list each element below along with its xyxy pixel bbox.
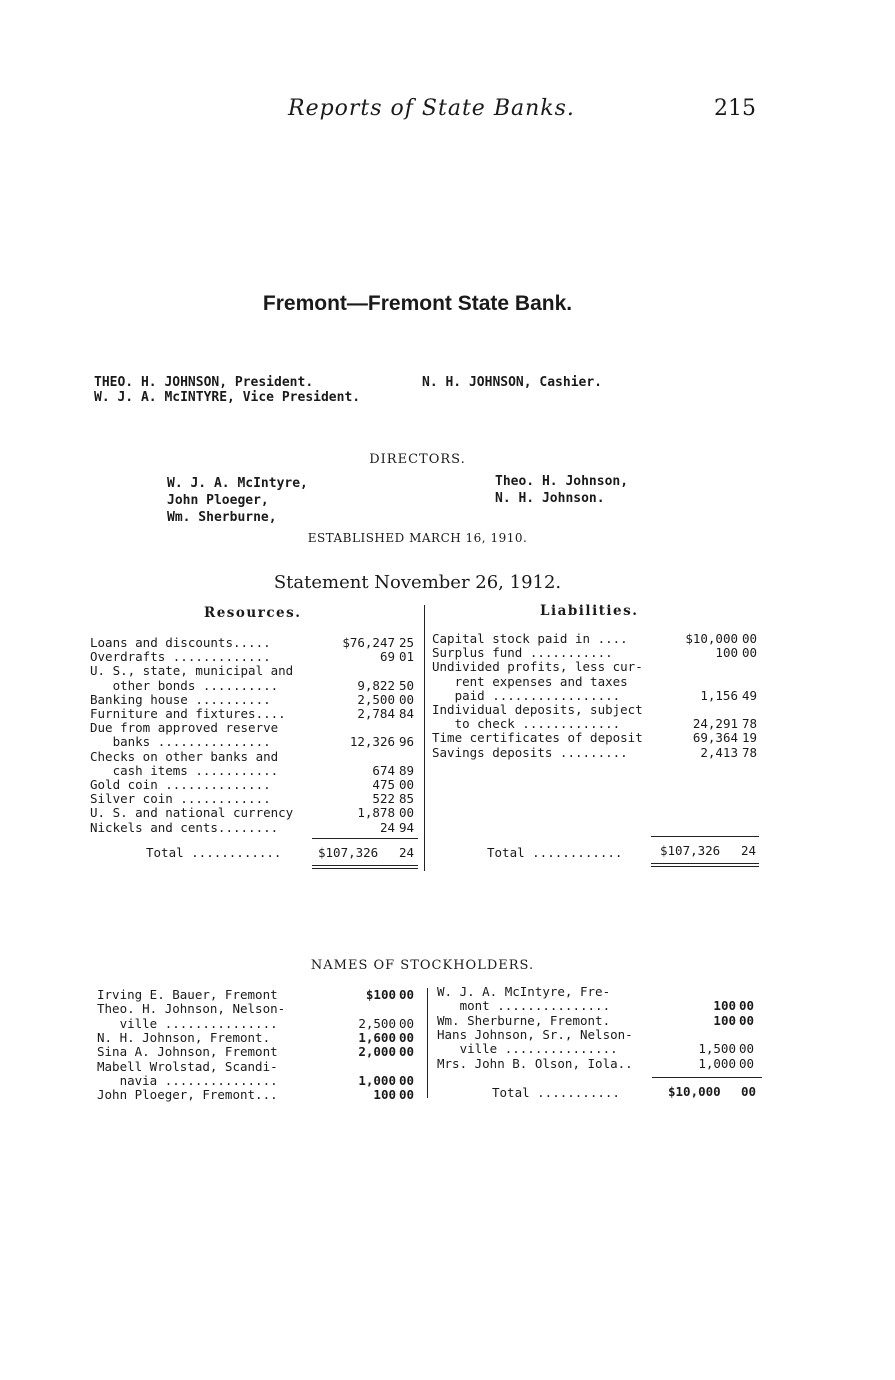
table-row <box>432 717 762 731</box>
table-row <box>90 721 420 735</box>
row-cents: 78 <box>742 716 758 732</box>
row-label: Capital stock paid in .... <box>432 631 628 646</box>
row-dollars: 69 <box>379 649 395 665</box>
stockholder-cents: 00 <box>739 1041 755 1057</box>
list-item <box>97 1031 422 1045</box>
table-row <box>432 689 762 703</box>
table-row <box>432 703 762 717</box>
row-cents: 00 <box>399 777 415 792</box>
stockholder-dollars: 1,600 <box>358 1029 396 1045</box>
liabilities-double-rule <box>651 866 759 867</box>
table-row <box>90 821 420 835</box>
table-row <box>90 764 420 778</box>
row-label: banks ............... <box>90 734 271 750</box>
stockholder-name: Wm. Sherburne, Fremont. <box>437 1012 611 1028</box>
row-label: Silver coin ............ <box>90 791 271 807</box>
resources-heading: Resources. <box>204 605 302 621</box>
stockholder-dollars: 2,000 <box>358 1044 396 1060</box>
resources-double-rule <box>312 868 418 869</box>
table-row <box>432 632 762 646</box>
resources-total-dollars: $107,326 <box>318 845 379 860</box>
stockholder-dollars: 1,000 <box>358 1072 396 1088</box>
stockholder-cents: 00 <box>739 998 755 1014</box>
list-item <box>437 999 762 1013</box>
stockholder-cents: 00 <box>739 1012 755 1028</box>
row-label: paid ................. <box>432 687 621 703</box>
row-dollars: 100 <box>715 645 738 661</box>
stockholder-name: ville ............... <box>97 1015 278 1031</box>
row-cents: 89 <box>399 762 415 778</box>
liabilities-total-rule <box>651 836 759 837</box>
row-label: Individual deposits, subject <box>432 702 643 717</box>
page-number: 215 <box>714 96 756 121</box>
stockholder-cents: 00 <box>399 1015 415 1031</box>
row-cents: 94 <box>399 819 415 835</box>
liabilities-total-label: Total ............ <box>487 845 623 860</box>
table-row <box>90 792 420 806</box>
directors-heading: DIRECTORS. <box>369 452 466 467</box>
stockholder-dollars: 100 <box>713 1012 736 1028</box>
table-row <box>90 664 420 678</box>
row-label: Checks on other banks and <box>90 748 279 764</box>
row-cents: 00 <box>742 631 758 646</box>
table-row <box>432 660 762 674</box>
table-row <box>90 693 420 707</box>
row-label: cash items ........... <box>90 762 279 778</box>
stockholder-cents: 00 <box>399 1087 415 1103</box>
stockholder-cents: 00 <box>399 1044 415 1060</box>
resources-total-cents: 24 <box>399 845 415 860</box>
row-dollars: 1,156 <box>700 687 738 703</box>
row-dollars: 2,500 <box>357 691 395 707</box>
resources-double-rule <box>312 865 418 866</box>
stockholder-name: N. H. Johnson, Fremont. <box>97 1029 271 1045</box>
stockholders-divider <box>427 988 428 1098</box>
row-dollars: 1,878 <box>357 805 395 821</box>
row-cents: 78 <box>742 744 758 760</box>
stockholder-name: Sina A. Johnson, Fremont <box>97 1044 278 1060</box>
list-item <box>97 1060 422 1074</box>
row-label: Time certificates of deposit <box>432 730 643 746</box>
table-row <box>432 731 762 745</box>
stockholders-total-label: Total ........... <box>492 1085 620 1100</box>
directors-right-list <box>495 473 628 507</box>
stockholder-dollars: $100 <box>365 987 396 1002</box>
list-item <box>97 988 422 1002</box>
row-dollars: 475 <box>372 777 395 792</box>
director-name: W. J. A. McIntyre, <box>167 476 308 491</box>
stockholder-dollars: 100 <box>373 1087 396 1103</box>
row-label: Furniture and fixtures.... <box>90 706 286 721</box>
row-dollars: 24 <box>379 819 395 835</box>
officer-cashier: N. H. JOHNSON, Cashier. <box>422 375 603 390</box>
row-label: Banking house .......... <box>90 691 271 707</box>
row-cents: 00 <box>399 805 415 821</box>
row-dollars: 522 <box>372 791 395 807</box>
table-row <box>90 806 420 820</box>
row-label: rent expenses and taxes <box>432 673 628 689</box>
stockholders-total-dollars: $10,000 <box>668 1084 721 1099</box>
resources-total-rule <box>312 838 418 839</box>
director-name: Wm. Sherburne, <box>167 510 277 525</box>
stockholder-name: Mrs. John B. Olson, Iola.. <box>437 1055 633 1071</box>
stockholder-dollars: 2,500 <box>358 1015 396 1031</box>
stockholder-name: mont ............... <box>437 998 611 1014</box>
directors-left-list <box>167 475 308 526</box>
liabilities-heading: Liabilities. <box>540 603 639 619</box>
row-dollars: 2,784 <box>357 706 395 721</box>
stockholders-total-rule <box>652 1077 762 1078</box>
liabilities-total-dollars: $107,326 <box>660 843 721 858</box>
stockholder-dollars: 100 <box>713 998 736 1014</box>
liabilities-double-rule <box>651 863 759 864</box>
row-label: Nickels and cents........ <box>90 819 279 835</box>
officer-vice-president: W. J. A. McINTYRE, Vice President. <box>94 390 361 405</box>
row-cents: 50 <box>399 677 415 693</box>
row-cents: 25 <box>399 635 415 650</box>
stockholders-total-cents: 00 <box>741 1084 757 1099</box>
row-label: to check ............. <box>432 716 621 732</box>
row-cents: 00 <box>742 645 758 661</box>
row-dollars: 24,291 <box>692 716 738 732</box>
stockholder-name: Theo. H. Johnson, Nelson- <box>97 1001 286 1017</box>
row-label: Savings deposits ......... <box>432 744 628 760</box>
list-item <box>437 1028 762 1042</box>
director-name: John Ploeger, <box>167 493 269 508</box>
column-divider <box>424 605 425 871</box>
table-row <box>90 750 420 764</box>
table-row <box>90 650 420 664</box>
row-dollars: 2,413 <box>700 744 738 760</box>
liabilities-total-cents: 24 <box>741 843 757 858</box>
row-cents: 96 <box>399 734 415 750</box>
stockholder-cents: 00 <box>739 1055 755 1071</box>
officer-president: THEO. H. JOHNSON, President. <box>94 375 314 390</box>
row-dollars: $10,000 <box>685 631 738 646</box>
stockholder-name: Hans Johnson, Sr., Nelson- <box>437 1026 633 1042</box>
stockholder-name: Irving E. Bauer, Fremont <box>97 987 278 1002</box>
list-item <box>97 1088 422 1102</box>
director-name: N. H. Johnson. <box>495 491 605 506</box>
table-row <box>432 646 762 660</box>
list-item <box>97 1074 422 1088</box>
stockholder-name: Mabell Wrolstad, Scandi- <box>97 1058 278 1074</box>
stockholder-dollars: 1,000 <box>698 1055 736 1071</box>
row-dollars: 69,364 <box>692 730 738 746</box>
stockholder-dollars: 1,500 <box>698 1041 736 1057</box>
stockholder-cents: 00 <box>399 1029 415 1045</box>
table-row <box>90 735 420 749</box>
row-label: Loans and discounts..... <box>90 635 271 650</box>
row-label: Gold coin .............. <box>90 777 271 792</box>
table-row <box>90 778 420 792</box>
row-dollars: $76,247 <box>342 635 395 650</box>
row-dollars: 12,326 <box>349 734 395 750</box>
list-item <box>97 1002 422 1016</box>
stockholder-cents: 00 <box>399 987 415 1002</box>
row-cents: 49 <box>742 687 758 703</box>
row-label: Undivided profits, less cur- <box>432 659 643 675</box>
list-item <box>437 1057 762 1071</box>
statement-title: Statement November 26, 1912. <box>273 572 562 593</box>
table-row <box>90 679 420 693</box>
row-label: U. S., state, municipal and <box>90 663 294 679</box>
row-label: Due from approved reserve <box>90 720 279 736</box>
row-dollars: 9,822 <box>357 677 395 693</box>
running-title: Reports of State Banks. <box>288 96 575 121</box>
list-item <box>437 1042 762 1056</box>
stockholder-name: ville ............... <box>437 1041 618 1057</box>
established-date: ESTABLISHED MARCH 16, 1910. <box>307 531 528 545</box>
bank-title: Fremont—Fremont State Bank. <box>262 292 573 315</box>
row-label: other bonds .......... <box>90 677 279 693</box>
table-row <box>432 746 762 760</box>
row-cents: 85 <box>399 791 415 807</box>
stockholder-name: John Ploeger, Fremont... <box>97 1087 278 1103</box>
list-item <box>97 1045 422 1059</box>
list-item <box>437 1014 762 1028</box>
row-label: Overdrafts ............. <box>90 649 271 665</box>
resources-total-label: Total ............ <box>146 845 282 860</box>
list-item <box>437 985 762 999</box>
row-cents: 01 <box>399 649 415 665</box>
director-name: Theo. H. Johnson, <box>495 474 629 489</box>
row-label: U. S. and national currency <box>90 805 294 821</box>
list-item <box>97 1017 422 1031</box>
stockholder-name: navia ............... <box>97 1072 278 1088</box>
table-row <box>432 675 762 689</box>
stockholders-heading: NAMES OF STOCKHOLDERS. <box>310 958 535 973</box>
row-cents: 19 <box>742 730 758 746</box>
table-row <box>90 636 420 650</box>
row-cents: 00 <box>399 691 415 707</box>
stockholder-name: W. J. A. McIntyre, Fre- <box>437 984 611 999</box>
row-cents: 84 <box>399 706 415 721</box>
row-label: Surplus fund ........... <box>432 645 613 661</box>
row-dollars: 674 <box>372 762 395 778</box>
stockholder-cents: 00 <box>399 1072 415 1088</box>
table-row <box>90 707 420 721</box>
